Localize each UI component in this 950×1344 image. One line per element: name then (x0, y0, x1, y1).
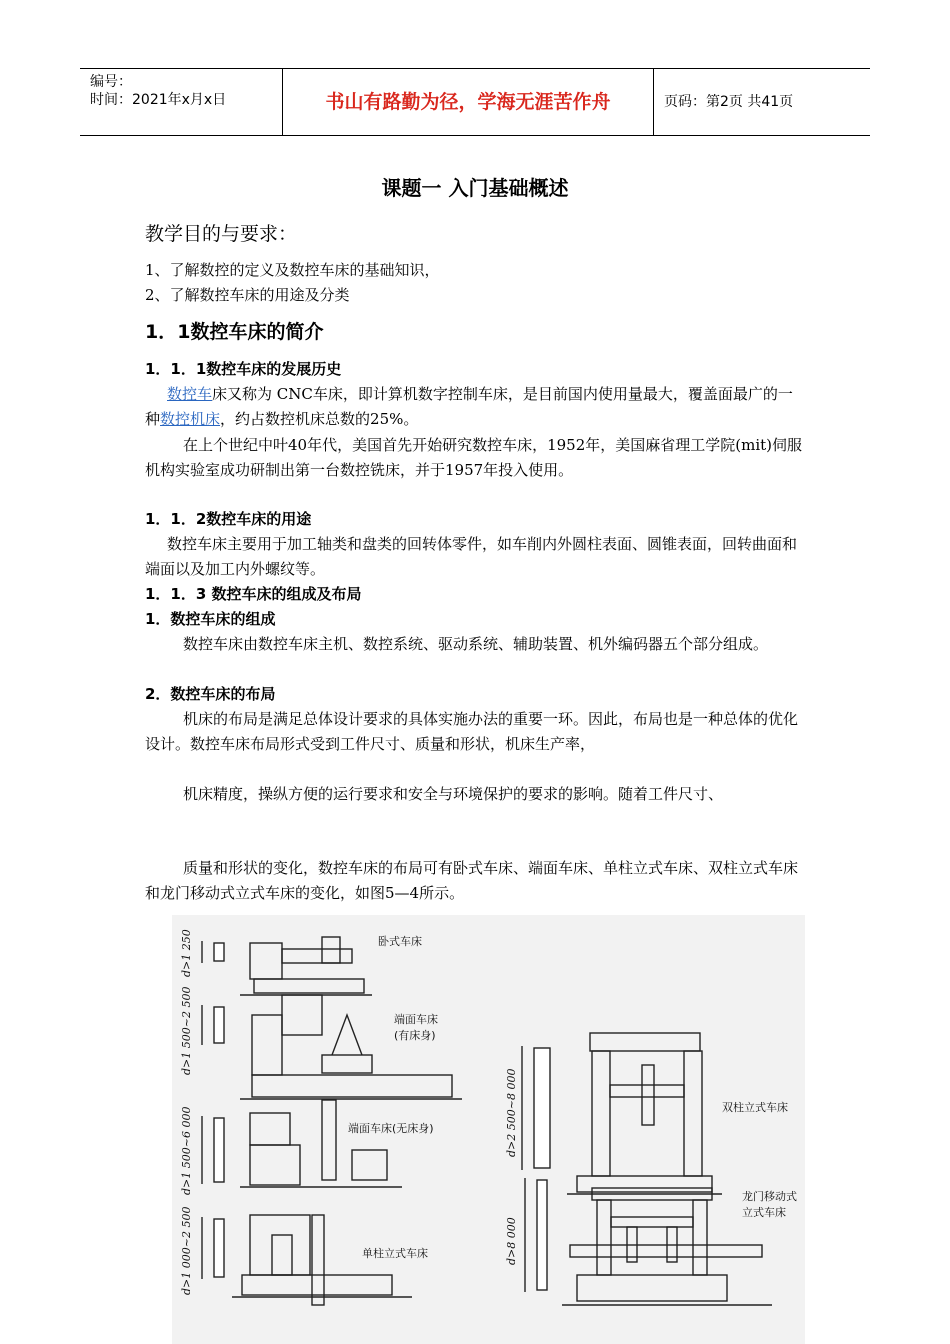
page-title: 课题一 入门基础概述 (381, 176, 569, 200)
dim-label-1: d>1 250 (180, 929, 193, 977)
header-page-info: 页码：第2页 共41页 (664, 94, 794, 110)
paragraph-history-2: 在上个世纪中叶40年代，美国首先开始研究数控车床，1952年，美国麻省理工学院(mit)伺服机构实验室成功研制出第一台数控铣床，并于1957年投入使用。 (145, 436, 803, 479)
label-horizontal-lathe: 卧式车床 (378, 935, 422, 948)
lathe-layout-drawing (172, 915, 805, 1344)
subheading-layout: 2．数控车床的布局 (145, 685, 276, 703)
link-cnc-machine[interactable]: 数控机床 (160, 410, 221, 428)
subheading-composition: 1．数控车床的组成 (145, 610, 276, 628)
doc-date-label: 时间：2021年x月x日 (90, 92, 227, 108)
dim-label-4: d>1 000~2 500 (180, 1206, 193, 1295)
paragraph-layout-3: 质量和形状的变化，数控车床的布局可有卧式车床、端面车床、单柱立式车床、双柱立式车床和龙门移动式立式车床的变化，如图5—4所示。 (145, 859, 799, 902)
objective-item-1: 1、了解数控的定义及数控车床的基础知识， (145, 261, 440, 279)
paragraph-layout-1: 机床的布局是满足总体设计要求的具体实施办法的重要一环。因此，布局也是一种总体的优化设计。数控车床布局形式受到工件尺寸、质量和形状，机床生产率， (145, 710, 799, 753)
label-gantry-1: 龙门移动式 (742, 1190, 797, 1203)
section-heading-1-1: 1．1数控车床的简介 (145, 321, 324, 343)
lathe-layout-figure (172, 915, 805, 1344)
page-header (80, 68, 870, 136)
doc-number-label: 编号： (90, 74, 132, 90)
label-face-lathe-bed-note: (有床身) (394, 1029, 436, 1042)
objective-item-2: 2、了解数控车床的用途及分类 (145, 286, 350, 304)
label-face-lathe-bed: 端面车床 (394, 1013, 438, 1026)
label-single-column: 单柱立式车床 (362, 1247, 428, 1260)
section-heading-1-1-2: 1．1．2数控车床的用途 (145, 510, 312, 528)
header-left (80, 69, 282, 135)
dim-label-6: d>8 000 (505, 1217, 518, 1265)
dim-label-3: d>1 500~6 000 (180, 1106, 193, 1195)
dim-label-5: d>2 500~8 000 (505, 1068, 518, 1157)
header-motto: 书山有路勤为径，学海无涯苦作舟 (282, 69, 654, 135)
dim-label-2: d>1 500~2 500 (180, 986, 193, 1075)
link-cnc-lathe[interactable]: 数控车 (167, 385, 213, 403)
paragraph-layout-2: 机床精度，操纵方便的运行要求和安全与环境保护的要求的影响。随着工件尺寸、 (183, 785, 724, 803)
section-heading-1-1-3: 1．1．3 数控车床的组成及布局 (145, 585, 362, 603)
paragraph-history-1: 数控车床又称为 CNC车床，即计算机数字控制车床，是目前国内使用量最大，覆盖面最广的一种数控机床，约占数控机床总数的25%。 (145, 385, 793, 428)
section-heading-1-1-1: 1．1．1数控车床的发展历史 (145, 360, 342, 378)
label-face-lathe-nobed: 端面车床(无床身) (348, 1122, 434, 1135)
paragraph-composition: 数控车床由数控车床主机、数控系统、驱动系统、辅助装置、机外编码器五个部分组成。 (183, 635, 769, 653)
label-double-column: 双柱立式车床 (722, 1101, 788, 1114)
objectives-heading: 教学目的与要求： (145, 223, 298, 245)
paragraph-usage: 数控车床主要用于加工轴类和盘类的回转体零件，如车削内外圆柱表面、圆锥表面，回转曲面和端面以及加工内外螺纹等。 (145, 535, 798, 578)
label-gantry-2: 立式车床 (742, 1206, 786, 1219)
